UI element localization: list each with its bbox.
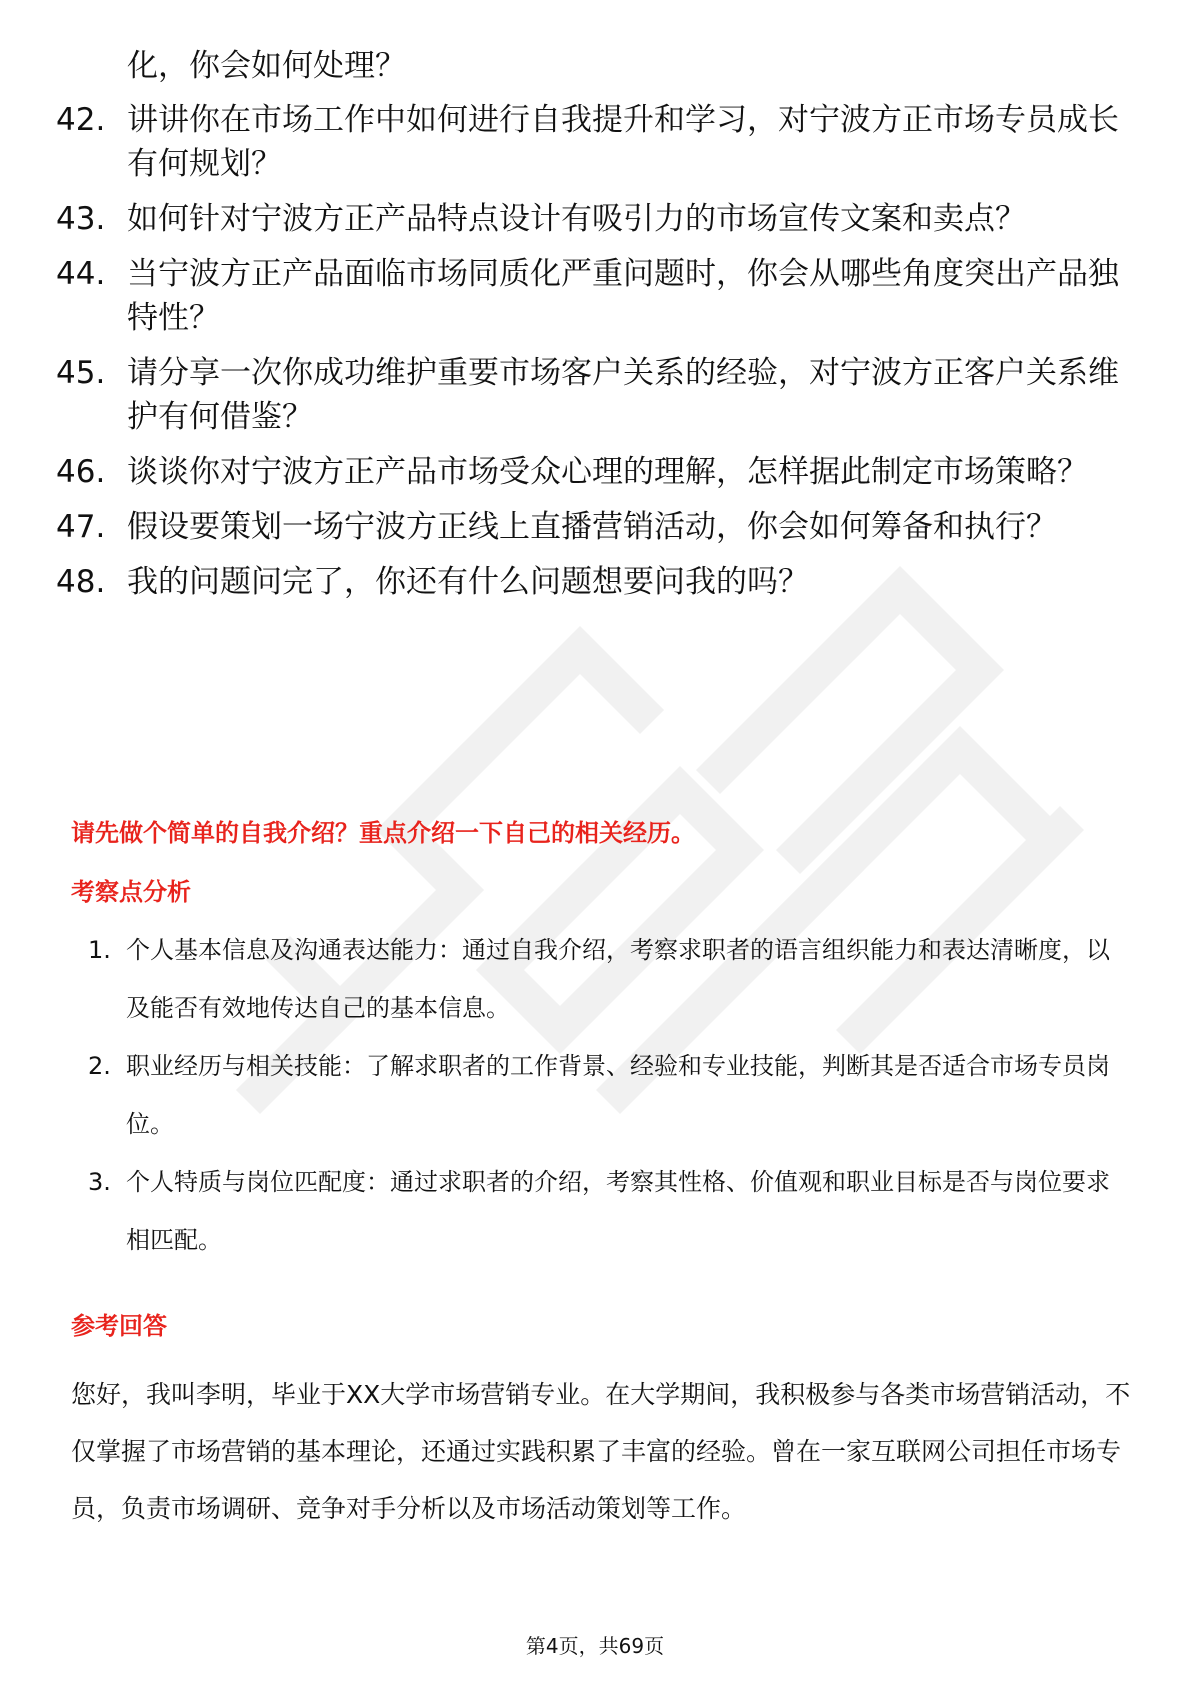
question-number: 43. — [56, 201, 106, 237]
analysis-text: 职业经历与相关技能：了解求职者的工作背景、经验和专业技能，判断其是否适合市场专员岗位。 — [126, 1052, 1110, 1138]
analysis-text: 个人基本信息及沟通表达能力：通过自我介绍，考察求职者的语言组织能力和表达清晰度，以及能否有效地传达自己的基本信息。 — [126, 936, 1110, 1022]
question-text: 如何针对宁波方正产品特点设计有吸引力的市场宣传文案和卖点？ — [127, 201, 1026, 237]
question-item — [56, 98, 1136, 186]
question-heading: 请先做个简单的自我介绍？重点介绍一下自己的相关经历。 — [71, 819, 695, 847]
answer-paragraph: 您好，我叫李明，毕业于XX大学市场营销专业。在大学期间，我积极参与各类市场营销活动，不仅掌握了市场营销的基本理论，还通过实践积累了丰富的经验。曾在一家互联网公司担任市场专员，负责市场调研、竞争对手分析以及市场活动策划等工作。 — [71, 1380, 1131, 1523]
question-text: 请分享一次你成功维护重要市场客户关系的经验，对宁波方正客户关系维护有何借鉴？ — [127, 355, 1119, 435]
analysis-item — [82, 1153, 1132, 1269]
analysis-heading: 考察点分析 — [71, 878, 191, 906]
analysis-number: 2. — [88, 1052, 111, 1080]
question-item — [56, 505, 1136, 549]
question-text: 讲讲你在市场工作中如何进行自我提升和学习，对宁波方正市场专员成长有何规划？ — [127, 102, 1119, 182]
question-item — [56, 252, 1136, 340]
question-text: 当宁波方正产品面临市场同质化严重问题时，你会从哪些角度突出产品独特性？ — [127, 256, 1119, 336]
page-footer: 第4页，共69页 — [525, 1634, 665, 1658]
question-text: 谈谈你对宁波方正产品市场受众心理的理解，怎样据此制定市场策略？ — [127, 454, 1088, 490]
question-number: 45. — [56, 355, 106, 391]
question-number: 47. — [56, 509, 106, 545]
question-item — [56, 197, 1136, 241]
analysis-item — [82, 1037, 1132, 1153]
question-number: 46. — [56, 454, 106, 490]
question-number: 42. — [56, 102, 106, 138]
question-text: 我的问题问完了，你还有什么问题想要问我的吗？ — [127, 564, 809, 600]
question-item — [56, 450, 1136, 494]
question-text: 化，你会如何处理？ — [127, 48, 406, 84]
answer-heading: 参考回答 — [71, 1312, 167, 1340]
question-number: 48. — [56, 564, 106, 600]
analysis-number: 1. — [88, 936, 111, 964]
analysis-number: 3. — [88, 1168, 111, 1196]
analysis-item — [82, 921, 1132, 1037]
question-list — [56, 44, 1136, 615]
question-item — [56, 351, 1136, 439]
question-item — [56, 560, 1136, 604]
question-number: 44. — [56, 256, 106, 292]
analysis-text: 个人特质与岗位匹配度：通过求职者的介绍，考察其性格、价值观和职业目标是否与岗位要求相匹配。 — [126, 1168, 1110, 1254]
analysis-list — [82, 921, 1132, 1269]
question-item — [56, 44, 1136, 88]
question-text: 假设要策划一场宁波方正线上直播营销活动，你会如何筹备和执行？ — [127, 509, 1057, 545]
